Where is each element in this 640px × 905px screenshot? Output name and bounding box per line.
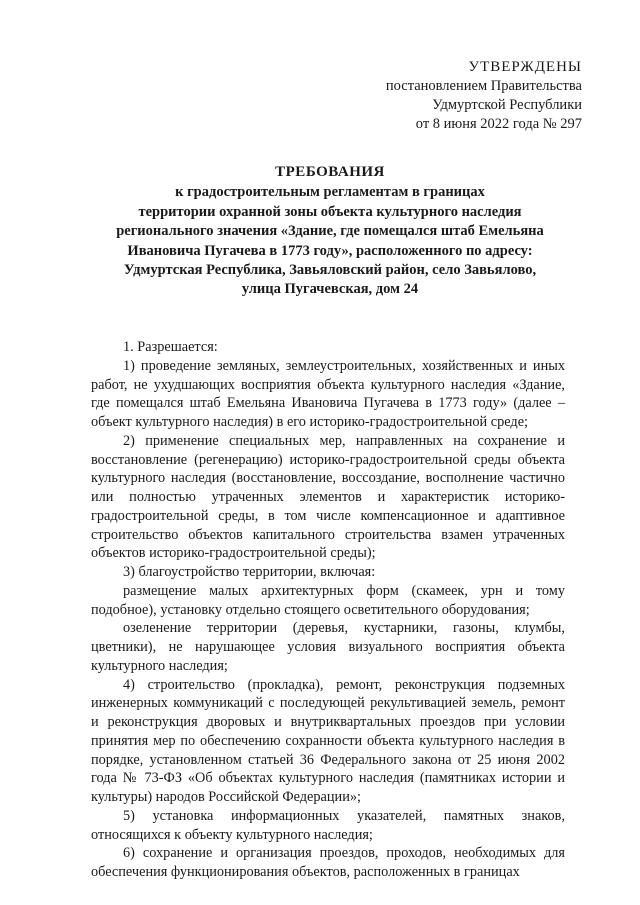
paragraph: 1. Разрешается: — [123, 339, 218, 355]
title-line: улица Пугачевская, дом 24 — [241, 281, 419, 298]
approval-line: Удмуртской Республики — [432, 97, 582, 113]
title-main: ТРЕБОВАНИЯ — [275, 164, 385, 180]
title-line: Удмуртская Республика, Завьяловский район, село Завьялово, — [123, 262, 537, 279]
approval-heading: УТВЕРЖДЕНЫ — [468, 59, 582, 75]
approval-line: постановлением Правительства — [385, 78, 582, 94]
paragraph: 2) применение специальных мер, направленных на сохранение и восстановление (регенерацию) историко-градостроительной среды объекта культурного наследия (восстановление, воссоздание, восполнение частично или полностью утраченных элементов и характеристик историко-градостроительной среды, в том числе компенсационное и адаптивное строительство объектов капитального строительства взамен утраченных объектов историко-градостроительной среды); — [91, 432, 565, 562]
approval-line: от 8 июня 2022 года № 297 — [415, 116, 582, 132]
paragraph: 5) установка информационных указателей, памятных знаков, относящихся к объекту культурного наследия; — [91, 807, 565, 843]
title-line: Ивановича Пугачева в 1773 году», расположенного по адресу: — [127, 242, 533, 259]
title-line: регионального значения «Здание, где помещался штаб Емельяна — [116, 223, 544, 240]
document-body — [91, 338, 565, 882]
title-line: к градостроительным регламентам в границах — [175, 184, 485, 201]
paragraph: 4) строительство (прокладка), ремонт, реконструкция подземных инженерных коммуникаций с последующей рекультивацией земель, ремонт и реконструкция дворовых и внутриквартальных проездов при условии принятия мер по обеспечению сохранности объекта культурного наследия в порядке, установленном статьей 36 Федерального закона от 25 июня 2002 года № 73-ФЗ «Об объектах культурного наследия (памятниках истории и культуры) народов Российской Федерации»; — [91, 676, 565, 805]
paragraph: озеленение территории (деревья, кустарники, газоны, клумбы, цветники), не нарушающее условия визуального восприятия объекта культурного наследия; — [91, 620, 565, 674]
paragraph: размещение малых архитектурных форм (скамеек, урн и тому подобное), установку отдельно стоящего осветительного оборудования; — [91, 582, 565, 618]
paragraph: 1) проведение земляных, землеустроительных, хозяйственных и иных работ, не ухудшающих восприятия объекта культурного наследия «Здание, где помещался штаб Емельяна Ивановича Пугачева в 1773 году» (далее – объект культурного наследия) в его историко-градостроительной среде; — [91, 357, 565, 430]
paragraph: 6) сохранение и организация проездов, проходов, необходимых для обеспечения функционирования объектов, расположенных в границах — [91, 845, 565, 880]
approval-stamp — [386, 58, 582, 134]
paragraph: 3) благоустройство территории, включая: — [123, 564, 376, 580]
title-line: территории охранной зоны объекта культурного наследия — [138, 203, 522, 220]
document-title — [95, 163, 565, 300]
